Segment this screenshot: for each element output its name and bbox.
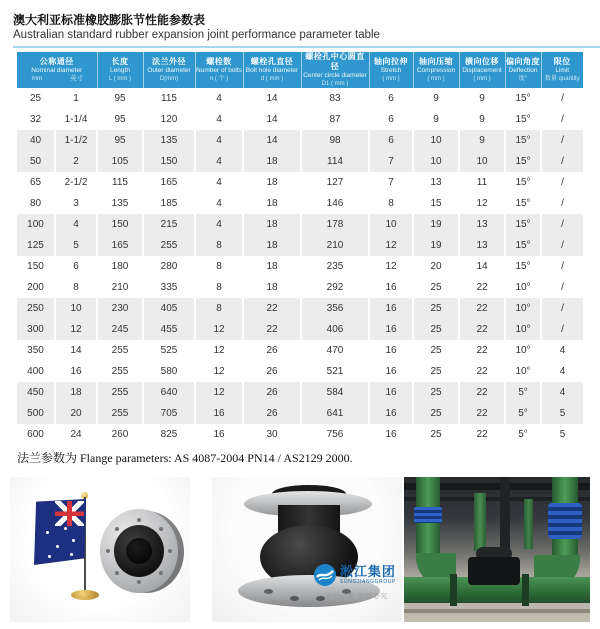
table-row — [17, 151, 583, 172]
photo-rubber-joint-product — [212, 477, 402, 622]
table-cell: 22 — [243, 298, 301, 319]
table-cell: 9 — [459, 88, 505, 109]
header-unit-label: D1 ( mm ) — [321, 81, 349, 87]
table-cell: 8 — [195, 298, 243, 319]
header-unit-label: ( mm ) — [382, 76, 400, 82]
table-cell: 210 — [97, 277, 143, 298]
header-zh-label: 轴向拉伸 — [374, 57, 408, 66]
flag-stand-base — [71, 590, 99, 600]
table-cell: 8 — [55, 277, 97, 298]
table-cell: / — [541, 277, 583, 298]
header-en-label: Center circle diameter — [303, 72, 367, 79]
table-cell: 4 — [541, 340, 583, 361]
header-unit-label: ( mm ) — [473, 76, 491, 82]
table-cell: 22 — [243, 319, 301, 340]
header-zh-label: 横向位移 — [465, 57, 499, 66]
table-row — [17, 130, 583, 151]
header-zh-label: 长度 — [111, 57, 129, 66]
table-cell: 1-1/4 — [55, 109, 97, 130]
table-cell: 22 — [459, 382, 505, 403]
header-unit-label: 度° — [518, 76, 528, 82]
header-length — [97, 52, 143, 88]
table-cell: 18 — [55, 382, 97, 403]
table-cell: 455 — [143, 319, 195, 340]
table-cell: 12 — [195, 382, 243, 403]
table-cell: 114 — [301, 151, 369, 172]
table-cell: 6 — [369, 88, 413, 109]
table-cell: 12 — [195, 340, 243, 361]
table-cell: 12 — [369, 235, 413, 256]
table-cell: 135 — [97, 193, 143, 214]
table-cell: 4 — [195, 109, 243, 130]
table-cell: 180 — [97, 256, 143, 277]
table-cell: 25 — [413, 340, 459, 361]
table-cell: 16 — [369, 319, 413, 340]
photo-pump-room-installation — [404, 477, 590, 622]
table-row — [17, 298, 583, 319]
table-cell: 115 — [143, 88, 195, 109]
table-cell: 100 — [17, 214, 55, 235]
header-sub-inch: 英寸 — [70, 75, 84, 82]
table-cell: 6 — [369, 130, 413, 151]
table-cell: 9 — [413, 88, 459, 109]
table-cell: 95 — [97, 109, 143, 130]
pipe-flange — [450, 574, 457, 606]
table-row — [17, 109, 583, 130]
table-cell: 10 — [55, 298, 97, 319]
table-cell: 11 — [459, 172, 505, 193]
table-cell: 10 — [413, 151, 459, 172]
table-cell: 15 — [413, 193, 459, 214]
table-cell: 1-1/2 — [55, 130, 97, 151]
table-cell: / — [541, 172, 583, 193]
table-cell: 14 — [243, 88, 301, 109]
table-cell: 87 — [301, 109, 369, 130]
header-nominal-diameter — [17, 52, 97, 88]
table-cell: / — [541, 319, 583, 340]
header-bolt-hole-diameter — [243, 52, 301, 88]
table-cell: 640 — [143, 382, 195, 403]
table-cell: 12 — [369, 256, 413, 277]
table-cell: 15° — [505, 193, 541, 214]
table-cell: 10 — [459, 151, 505, 172]
australian-flag — [34, 499, 86, 565]
table-cell: 16 — [195, 403, 243, 424]
table-cell: 1 — [55, 88, 97, 109]
table-cell: 12 — [55, 319, 97, 340]
table-row — [17, 403, 583, 424]
table-cell: 32 — [29, 114, 42, 125]
table-cell: 2-1/2 — [55, 172, 97, 193]
table-cell: 22 — [459, 424, 505, 445]
table-row — [17, 361, 583, 382]
table-cell: 13 — [459, 235, 505, 256]
header-zh-label: 轴向压缩 — [419, 57, 453, 66]
header-limit — [541, 52, 583, 88]
header-unit-label: d ( mm ) — [260, 76, 284, 82]
table-cell: 12 — [195, 361, 243, 382]
header-outer-diameter — [143, 52, 195, 88]
table-cell: 521 — [301, 361, 369, 382]
table-cell: 4 — [195, 88, 243, 109]
table-cell: / — [541, 130, 583, 151]
table-cell: 9 — [413, 109, 459, 130]
table-cell: 6 — [369, 109, 413, 130]
table-cell: 25 — [413, 382, 459, 403]
table-cell: 30 — [243, 424, 301, 445]
table-cell: 150 — [97, 214, 143, 235]
table-cell: 146 — [301, 193, 369, 214]
header-unit-label: L ( mm ) — [108, 76, 132, 82]
table-cell: 5 — [541, 424, 583, 445]
union-jack-canton — [55, 501, 84, 526]
blue-flexible-coupling — [414, 507, 442, 523]
table-cell: 4 — [195, 151, 243, 172]
table-cell: 705 — [143, 403, 195, 424]
header-displacement — [459, 52, 505, 88]
header-stretch — [369, 52, 413, 88]
table-cell: 25 — [413, 424, 459, 445]
rubber-joint-front-view — [100, 509, 184, 595]
table-row — [17, 88, 583, 109]
table-row — [17, 319, 583, 340]
table-cell: / — [541, 256, 583, 277]
table-cell: 25 — [413, 298, 459, 319]
table-cell: 15° — [505, 88, 541, 109]
watermark-name-zh: 淞江集团 — [339, 564, 396, 579]
table-row — [17, 193, 583, 214]
table-cell: 15° — [505, 214, 541, 235]
table-cell: 83 — [301, 88, 369, 109]
table-cell: 10° — [505, 340, 541, 361]
table-cell: 450 — [17, 382, 55, 403]
table-row — [17, 340, 583, 361]
header-en-label: Stretch — [380, 67, 402, 74]
table-cell: 4 — [195, 193, 243, 214]
table-cell: 150 — [27, 261, 44, 272]
table-cell: 25 — [413, 277, 459, 298]
table-cell: 10 — [413, 130, 459, 151]
table-cell: 12 — [459, 193, 505, 214]
table-cell: 16 — [369, 298, 413, 319]
table-cell: 14 — [55, 340, 97, 361]
table-cell: 22 — [459, 340, 505, 361]
table-cell: 150 — [143, 151, 195, 172]
table-cell: 16 — [369, 424, 413, 445]
header-zh-label: 限位 — [553, 57, 571, 66]
table-cell: 14 — [459, 256, 505, 277]
table-cell: 641 — [301, 403, 369, 424]
table-cell: 13 — [413, 172, 459, 193]
table-cell: 15° — [505, 109, 541, 130]
table-cell: 98 — [301, 130, 369, 151]
table-cell: 25 — [413, 403, 459, 424]
table-cell: 584 — [301, 382, 369, 403]
table-cell: 4 — [55, 214, 97, 235]
table-cell: 15° — [505, 172, 541, 193]
page-header — [13, 13, 380, 42]
table-cell: 26 — [243, 403, 301, 424]
table-cell: / — [541, 214, 583, 235]
table-cell: 8 — [195, 256, 243, 277]
table-cell: 255 — [97, 340, 143, 361]
table-cell: 4 — [541, 382, 583, 403]
table-cell: / — [541, 235, 583, 256]
header-unit-label: 数量 quantity — [544, 76, 580, 82]
watermark-name-en: SONGJIANGGROUP — [339, 579, 396, 585]
table-cell: 95 — [97, 130, 143, 151]
table-cell: 756 — [301, 424, 369, 445]
blue-flexible-coupling — [548, 503, 582, 539]
header-en-label: Displacement — [462, 67, 502, 74]
table-cell: 25 — [29, 93, 42, 104]
table-cell: 16 — [369, 277, 413, 298]
table-cell: 50 — [17, 151, 55, 172]
background-green-pipe — [474, 493, 486, 551]
table-cell: 22 — [459, 319, 505, 340]
page-title-zh: 澳大利亚标准橡胶膨胀节性能参数表 — [13, 13, 206, 27]
background-green-pipe — [524, 499, 533, 549]
table-cell: 16 — [369, 382, 413, 403]
table-cell: 24 — [55, 424, 97, 445]
table-cell: 120 — [143, 109, 195, 130]
table-cell: 18 — [243, 193, 301, 214]
table-cell: 4 — [195, 130, 243, 151]
header-en-label: Limit — [555, 67, 570, 74]
table-cell: 255 — [97, 403, 143, 424]
table-cell: 26 — [243, 361, 301, 382]
header-unit-label: D(mm) — [159, 76, 179, 82]
table-cell: 470 — [301, 340, 369, 361]
table-cell: 25 — [413, 361, 459, 382]
header-zh-label: 螺栓数 — [206, 57, 232, 66]
title-divider-rule — [13, 46, 600, 48]
table-cell: 245 — [97, 319, 143, 340]
table-cell: 19 — [413, 214, 459, 235]
table-cell: 280 — [143, 256, 195, 277]
table-cell: 25 — [413, 319, 459, 340]
table-cell: 18 — [243, 277, 301, 298]
table-row — [17, 214, 583, 235]
header-deflection — [505, 52, 541, 88]
table-cell: 8 — [195, 235, 243, 256]
pump-body — [468, 557, 520, 585]
table-cell: 255 — [143, 235, 195, 256]
table-cell: 292 — [301, 277, 369, 298]
table-cell: 15° — [505, 256, 541, 277]
table-cell: 135 — [143, 130, 195, 151]
table-row — [17, 172, 583, 193]
table-cell: 580 — [143, 361, 195, 382]
header-en-label: Number of bolts — [196, 67, 242, 74]
table-cell: / — [541, 151, 583, 172]
table-cell: 40 — [17, 130, 55, 151]
table-cell: 18 — [243, 214, 301, 235]
table-cell: 22 — [459, 361, 505, 382]
table-cell: 20 — [55, 403, 97, 424]
table-cell: 16 — [369, 361, 413, 382]
table-cell: 115 — [97, 172, 143, 193]
joint-bore — [126, 538, 152, 564]
table-cell: 26 — [243, 340, 301, 361]
table-row — [17, 424, 583, 445]
table-cell: 14 — [243, 130, 301, 151]
header-en-label: Outer diameter — [147, 67, 191, 74]
table-cell: 127 — [301, 172, 369, 193]
table-cell: 10° — [505, 277, 541, 298]
flange-parameters-note: 法兰参数为 Flange parameters: AS 4087-2004 PN14 / AS2129 2000. — [17, 451, 353, 465]
header-zh-label: 螺栓孔直径 — [250, 57, 294, 66]
flag-stars — [46, 531, 49, 534]
header-en-label: Nominal diameter — [31, 67, 83, 74]
table-cell: 18 — [243, 256, 301, 277]
table-cell: 15° — [505, 130, 541, 151]
table-cell: 7 — [369, 151, 413, 172]
table-cell: 18 — [243, 172, 301, 193]
table-cell: 9 — [459, 130, 505, 151]
table-cell: 500 — [17, 403, 55, 424]
table-cell: 400 — [27, 366, 44, 377]
table-cell: / — [541, 298, 583, 319]
table-cell: 5 — [541, 403, 583, 424]
table-cell: 125 — [17, 235, 55, 256]
table-cell: 5° — [505, 424, 541, 445]
header-zh-label: 螺栓孔中心圆直径 — [305, 52, 365, 71]
header-sub-mm: mm — [31, 75, 43, 82]
table-cell: 10° — [505, 298, 541, 319]
pipe-flange — [522, 574, 529, 606]
table-cell: 4 — [195, 172, 243, 193]
parameter-table — [17, 52, 583, 445]
table-cell: 9 — [459, 109, 505, 130]
table-cell: 10° — [505, 361, 541, 382]
table-cell: 22 — [459, 277, 505, 298]
table-cell: 260 — [97, 424, 143, 445]
watermark-caption: 实物拍摄 盗图必究 — [325, 593, 388, 600]
table-cell: 22 — [459, 298, 505, 319]
table-cell: 215 — [143, 214, 195, 235]
table-cell: 65 — [29, 177, 42, 188]
table-cell: 10 — [369, 214, 413, 235]
page-title-en: Australian standard rubber expansion joint performance parameter table — [13, 29, 380, 41]
table-cell: 250 — [17, 298, 55, 319]
table-cell: 350 — [27, 345, 44, 356]
table-cell: 16 — [369, 403, 413, 424]
table-cell: 12 — [195, 319, 243, 340]
table-cell: 19 — [413, 235, 459, 256]
table-cell: 18 — [243, 235, 301, 256]
table-cell: 80 — [29, 198, 42, 209]
table-cell: 15° — [505, 235, 541, 256]
table-cell: / — [541, 193, 583, 214]
table-cell: 5° — [505, 382, 541, 403]
table-header — [17, 52, 583, 88]
table-cell: 16 — [195, 424, 243, 445]
header-unit-label: n ( 个 ) — [209, 76, 229, 82]
table-cell: 255 — [97, 382, 143, 403]
table-cell: 335 — [143, 277, 195, 298]
table-cell: 22 — [459, 403, 505, 424]
table-cell: 356 — [301, 298, 369, 319]
table-row — [17, 256, 583, 277]
table-cell: 95 — [97, 88, 143, 109]
header-compression — [413, 52, 459, 88]
table-cell: 5 — [55, 235, 97, 256]
header-zh-label: 法兰外径 — [152, 57, 186, 66]
table-cell: 165 — [143, 172, 195, 193]
table-cell: 185 — [143, 193, 195, 214]
header-number-of-bolts — [195, 52, 243, 88]
table-cell: 6 — [55, 256, 97, 277]
table-cell: 200 — [27, 282, 44, 293]
header-en-label: Compression — [416, 67, 456, 74]
header-zh-label: 公称通径 — [39, 57, 74, 66]
table-row — [17, 277, 583, 298]
table-cell: 210 — [301, 235, 369, 256]
table-cell: 7 — [369, 172, 413, 193]
table-cell: 18 — [243, 151, 301, 172]
table-cell: 178 — [301, 214, 369, 235]
table-cell: 230 — [97, 298, 143, 319]
table-cell: 105 — [97, 151, 143, 172]
songjiang-logo-icon — [313, 563, 337, 587]
header-unit-label: ( mm ) — [427, 76, 445, 82]
table-cell: 406 — [301, 319, 369, 340]
table-cell: 525 — [143, 340, 195, 361]
table-cell: 15° — [505, 151, 541, 172]
table-cell: 26 — [243, 382, 301, 403]
table-cell: 825 — [143, 424, 195, 445]
table-cell: 165 — [97, 235, 143, 256]
table-cell: 10° — [505, 319, 541, 340]
table-cell: 13 — [459, 214, 505, 235]
table-cell: 16 — [55, 361, 97, 382]
table-row — [17, 235, 583, 256]
table-cell: 5° — [505, 403, 541, 424]
table-cell: 3 — [55, 193, 97, 214]
table-body — [17, 88, 583, 445]
header-zh-label: 偏向角度 — [506, 57, 540, 66]
table-row — [17, 382, 583, 403]
table-cell: 14 — [243, 109, 301, 130]
watermark — [313, 563, 396, 587]
table-cell: 8 — [195, 277, 243, 298]
table-cell: 2 — [55, 151, 97, 172]
header-en-label: Deflection — [508, 67, 538, 74]
table-cell: 600 — [27, 429, 44, 440]
header-en-label: Length — [110, 67, 130, 74]
table-cell: 4 — [195, 214, 243, 235]
table-cell: 16 — [369, 340, 413, 361]
header-center-circle-diameter — [301, 52, 369, 88]
table-cell: / — [541, 88, 583, 109]
header-en-label: Bolt hole diameter — [245, 67, 299, 74]
table-cell: 255 — [97, 361, 143, 382]
table-cell: 4 — [541, 361, 583, 382]
joint-flange-bolt-holes — [264, 589, 273, 594]
photo-australian-flag-with-joint — [10, 477, 190, 622]
table-cell: / — [541, 109, 583, 130]
table-cell: 235 — [301, 256, 369, 277]
floor-line — [404, 609, 590, 613]
table-cell: 8 — [369, 193, 413, 214]
table-cell: 300 — [17, 319, 55, 340]
table-cell: 405 — [143, 298, 195, 319]
table-cell: 20 — [413, 256, 459, 277]
